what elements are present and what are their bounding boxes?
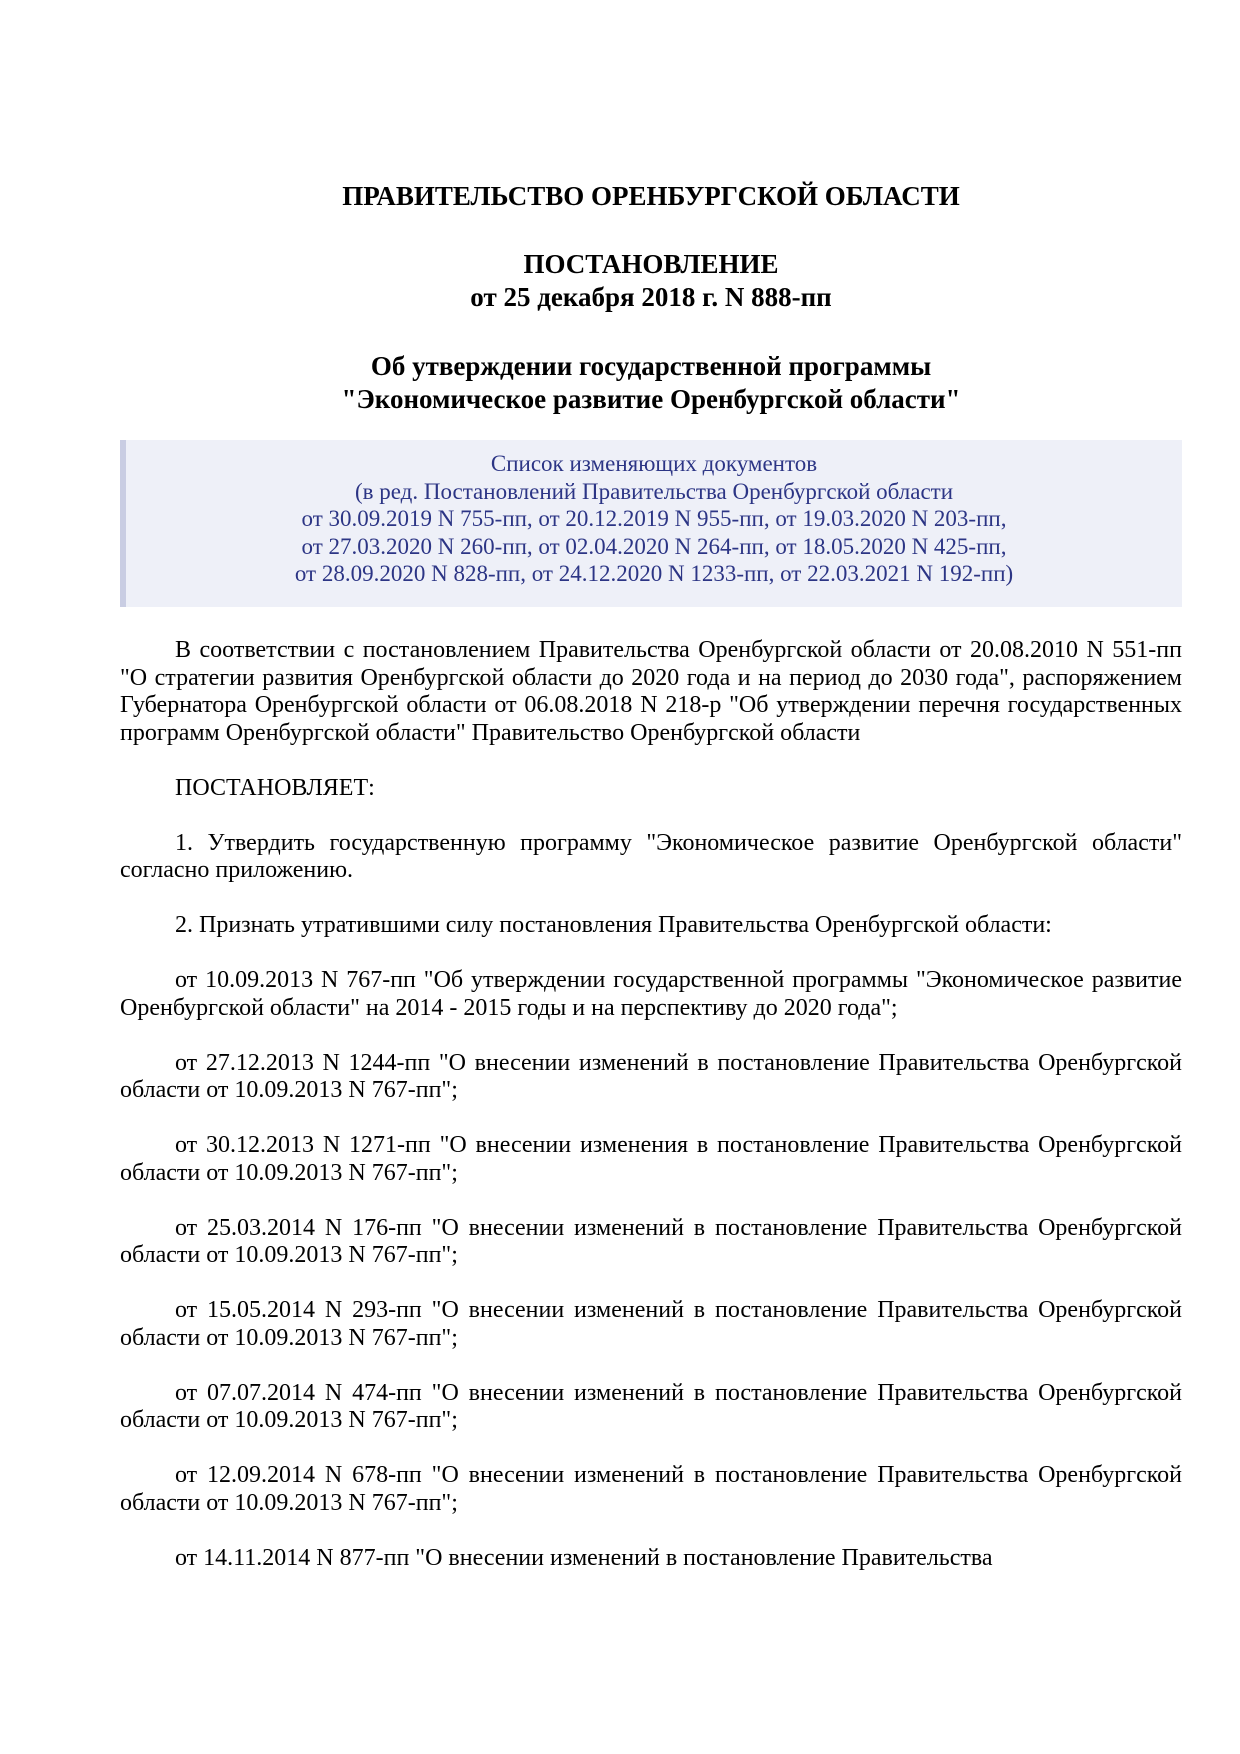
government-title [120, 180, 1182, 213]
subject-line-2: "Экономическое развитие Оренбургской области" [341, 384, 961, 414]
repealed-item: от 25.03.2014 N 176-пп "О внесении изменений в постановление Правительства Оренбургской области от 10.09.2013 N 767-пп"; [120, 1214, 1182, 1268]
amendments-line: от 30.09.2019 N 755-пп, от 20.12.2019 N 955-пп, от 19.03.2020 N 203-пп, [301, 506, 1007, 531]
decree-subject [120, 350, 1182, 416]
amendments-title: Список изменяющих документов [490, 451, 818, 476]
amendments-box [120, 440, 1182, 607]
decree-heading [120, 248, 1182, 314]
amendments-line: (в ред. Постановлений Правительства Оренбургской области [354, 478, 954, 504]
document-body [120, 637, 1182, 1572]
item-1-paragraph: 1. Утвердить государственную программу "Экономическое развитие Оренбургской области" согласно приложению. [120, 829, 1182, 883]
amendments-line: от 27.03.2020 N 260-пп, от 02.04.2020 N 264-пп, от 18.05.2020 N 425-пп, [301, 533, 1007, 559]
government-title-text: ПРАВИТЕЛЬСТВО ОРЕНБУРГСКОЙ ОБЛАСТИ [342, 181, 960, 211]
amendments-line: от 28.09.2020 N 828-пп, от 24.12.2020 N 1233-пп, от 22.03.2021 N 192-пп) [294, 561, 1014, 586]
resolves-heading: ПОСТАНОВЛЯЕТ: [175, 774, 375, 801]
decree-type: ПОСТАНОВЛЕНИЕ [523, 249, 779, 279]
item-2-paragraph: 2. Признать утратившими силу постановления Правительства Оренбургской области: [175, 912, 1052, 938]
repealed-item: от 15.05.2014 N 293-пп "О внесении изменений в постановление Правительства Оренбургской области от 10.09.2013 N 767-пп"; [120, 1297, 1182, 1351]
repealed-item: от 30.12.2013 N 1271-пп "О внесении изменения в постановление Правительства Оренбургской области от 10.09.2013 N 767-пп"; [120, 1132, 1182, 1186]
repealed-item: от 10.09.2013 N 767-пп "Об утверждении государственной программы "Экономическое развитие Оренбургской области" на 2014 - 2015 годы и на перспективу до 2020 года"; [120, 967, 1182, 1021]
subject-line-1: Об утверждении государственной программы [370, 351, 932, 381]
decree-date-number: от 25 декабря 2018 г. N 888-пп [470, 282, 832, 312]
repealed-item: от 14.11.2014 N 877-пп "О внесении изменений в постановление Правительства [175, 1544, 993, 1571]
repealed-item: от 07.07.2014 N 474-пп "О внесении изменений в постановление Правительства Оренбургской области от 10.09.2013 N 767-пп"; [120, 1379, 1182, 1433]
repealed-item: от 27.12.2013 N 1244-пп "О внесении изменений в постановление Правительства Оренбургской области от 10.09.2013 N 767-пп"; [120, 1049, 1182, 1103]
preamble-paragraph: В соответствии с постановлением Правительства Оренбургской области от 20.08.2010 N 551-пп "О стратегии развития Оренбургской области до 2020 года и на период до 2030 года", распоряжением Губернатора Оренбургской области от 06.08.2018 N 218-р "Об утверждении перечня государственных программ Оренбургской области" Правительство Оренбургской области [120, 637, 1182, 746]
repealed-item: от 12.09.2014 N 678-пп "О внесении изменений в постановление Правительства Оренбургской области от 10.09.2013 N 767-пп"; [120, 1462, 1182, 1516]
